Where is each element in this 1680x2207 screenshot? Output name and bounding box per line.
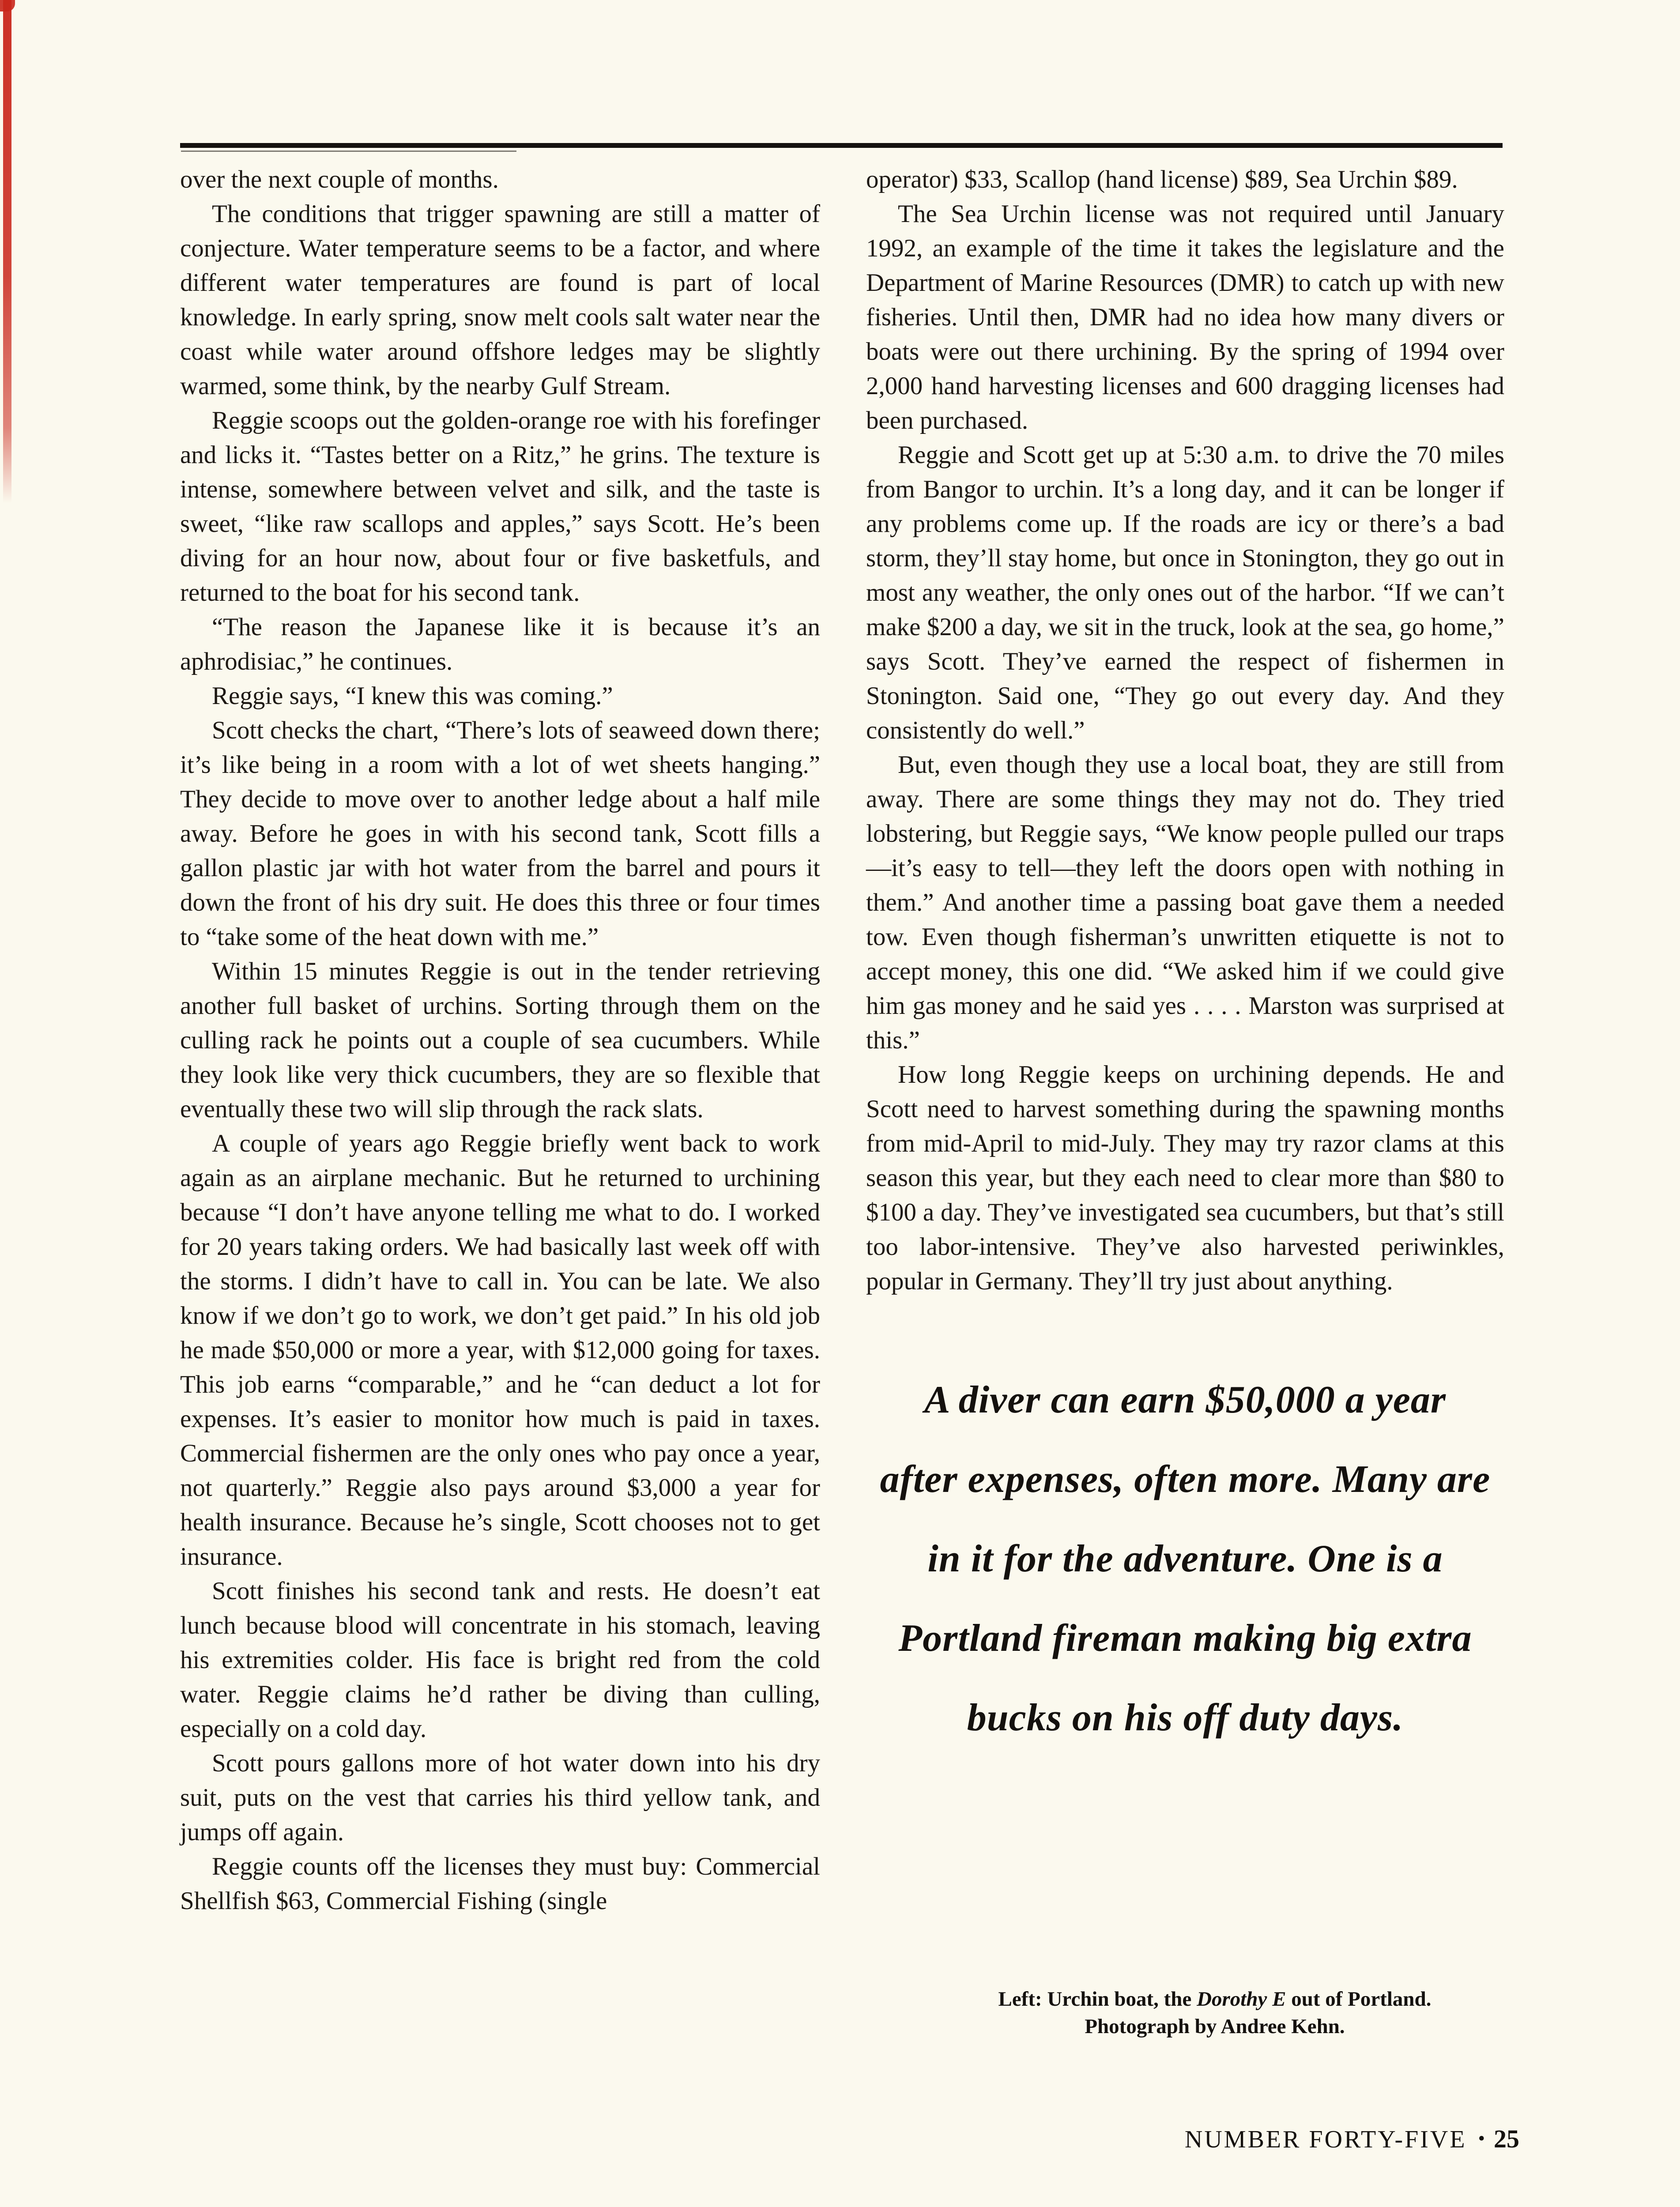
- body-paragraph: Scott finishes his second tank and rests. He doesn’t eat lunch because blood will concentrate in his stomach, leaving his extremities colder. His face is bright red from the cold water. Reggie claims he’d rather be diving than culling, especially on a cold day.: [180, 1577, 820, 1743]
- red-edge-artifact: [3, 0, 11, 503]
- body-paragraph: Reggie says, “I knew this was coming.”: [212, 682, 613, 710]
- body-paragraph: The conditions that trigger spawning are still a matter of conjecture. Water temperature seems to be a factor, and where different water temperatures are found is part of local knowledge. In early spring, snow melt cools salt water near the coast while water around offshore ledges may be slightly warmed, some think, by the nearby Gulf Stream.: [180, 200, 820, 400]
- issue-label: NUMBER FORTY-FIVE: [1184, 2126, 1467, 2153]
- body-paragraph: Reggie counts off the licenses they must buy: Commercial Shellfish $63, Commercial Fishing (single: [180, 1853, 820, 1915]
- caption-suffix: out of Portland.: [1286, 1988, 1431, 2011]
- body-paragraph: over the next couple of months.: [180, 166, 499, 193]
- body-paragraph: operator) $33, Scallop (hand license) $89, Sea Urchin $89.: [866, 166, 1458, 193]
- body-paragraph: Scott checks the chart, “There’s lots of seaweed down there; it’s like being in a room with a lot of wet sheets hanging.” They decide to move over to another ledge about a half mile away. Before he goes in with his second tank, Scott fills a gallon plastic jar with hot water from the barrel and pours it down the front of his dry suit. He does this three or four times to “take some of the heat down with me.”: [180, 716, 820, 951]
- caption-prefix: Left: Urchin boat, the: [998, 1988, 1197, 2011]
- body-paragraph: How long Reggie keeps on urchining depends. He and Scott need to harvest something during the spawning months from mid-April to mid-July. They may try razor clams at this season this year, but they each need to clear more than $80 to $100 a day. They’ve investigated sea cucumbers, but that’s still too labor-intensive. They’ve also harvested periwinkles, popular in Germany. They’ll try just about anything.: [866, 1061, 1504, 1295]
- right-text-column: [866, 162, 1504, 1758]
- photo-caption-line2: Photograph by Andree Kehn.: [1085, 2015, 1345, 2038]
- left-text-column: [180, 162, 820, 1918]
- pull-quote-line: A diver can earn $50,000 a year: [924, 1378, 1446, 1421]
- divider-rule-echo: [181, 151, 516, 152]
- body-paragraph: The Sea Urchin license was not required until January 1992, an example of the time it takes the legislature and the Department of Marine Resources (DMR) to catch up with new fisheries. Until then, DMR had no idea how many divers or boats were out there urchining. By the spring of 1994 over 2,000 hand harvesting licenses and 600 dragging licenses had been purchased.: [866, 200, 1504, 434]
- body-paragraph: A couple of years ago Reggie briefly went back to work again as an airplane mechanic. But he returned to urchining because “I don’t have anyone telling me what to do. I worked for 20 years taking orders. We had basically last week off with the storms. I didn’t have to call in. You can be late. We also know if we don’t go to work, we don’t get paid.” In his old job he made $50,000 or more a year, with $12,000 going for taxes. This job earns “comparable,” and he “can deduct a lot for expenses. It’s easier to monitor how much is paid in taxes. Commercial fishermen are the only ones who pay once a year, not quarterly.” Reggie also pays around $3,000 a year for health insurance. Because he’s single, Scott chooses not to get insurance.: [180, 1130, 820, 1571]
- body-paragraph: Reggie scoops out the golden-orange roe with his forefinger and licks it. “Tastes better on a Ritz,” he grins. The texture is intense, somewhere between velvet and silk, and the taste is sweet, “like raw scallops and apples,” says Scott. He’s been diving for an hour now, about four or five basketfuls, and returned to the boat for his second tank.: [180, 407, 820, 606]
- body-paragraph: Scott pours gallons more of hot water down into his dry suit, puts on the vest that carries his third yellow tank, and jumps off again.: [180, 1749, 820, 1846]
- pull-quote: [866, 1360, 1504, 1758]
- pull-quote-line: after expenses, often more. Many are: [880, 1458, 1491, 1501]
- photo-caption-line1: [906, 1985, 1524, 2013]
- body-paragraph: Reggie and Scott get up at 5:30 a.m. to drive the 70 miles from Bangor to urchin. It’s a long day, and it can be longer if any problems come up. If the roads are icy or there’s a bad storm, they’ll stay home, but once in Stonington, they go out in most any weather, the only ones out of the harbor. “If we can’t make $200 a day, we sit in the truck, look at the sea, go home,” says Scott. They’ve earned the respect of fishermen in Stonington. Said one, “They go out every day. And they consistently do well.”: [866, 441, 1504, 744]
- pull-quote-line: bucks on his off duty days.: [967, 1696, 1404, 1739]
- body-paragraph: But, even though they use a local boat, they are still from away. There are some things they may not do. They tried lobstering, but Reggie says, “We know people pulled our traps—it’s easy to tell—they left the doors open with nothing in them.” And another time a passing boat gave them a needed tow. Even though fisherman’s unwritten etiquette is not to accept money, this one did. “We asked him if we could give him gas money and he said yes . . . . Marston was surprised at this.”: [866, 751, 1504, 1054]
- boat-name: Dorothy E: [1197, 1988, 1286, 2011]
- bullet-separator: •: [1478, 2128, 1485, 2149]
- page-footer: [1185, 2124, 1519, 2154]
- pull-quote-line: in it for the adventure. One is a: [927, 1537, 1443, 1580]
- divider-rule: [180, 143, 1503, 148]
- body-paragraph: “The reason the Japanese like it is because it’s an aphrodisiac,” he continues.: [180, 613, 820, 675]
- photo-caption: [906, 1985, 1524, 2040]
- page-number: 25: [1494, 2124, 1519, 2153]
- pull-quote-line: Portland fireman making big extra: [898, 1617, 1472, 1660]
- body-paragraph: Within 15 minutes Reggie is out in the tender retrieving another full basket of urchins. Sorting through them on the culling rack he points out a couple of sea cucumbers. While they look like very thick cucumbers, they are so flexible that eventually these two will slip through the rack slats.: [180, 957, 820, 1123]
